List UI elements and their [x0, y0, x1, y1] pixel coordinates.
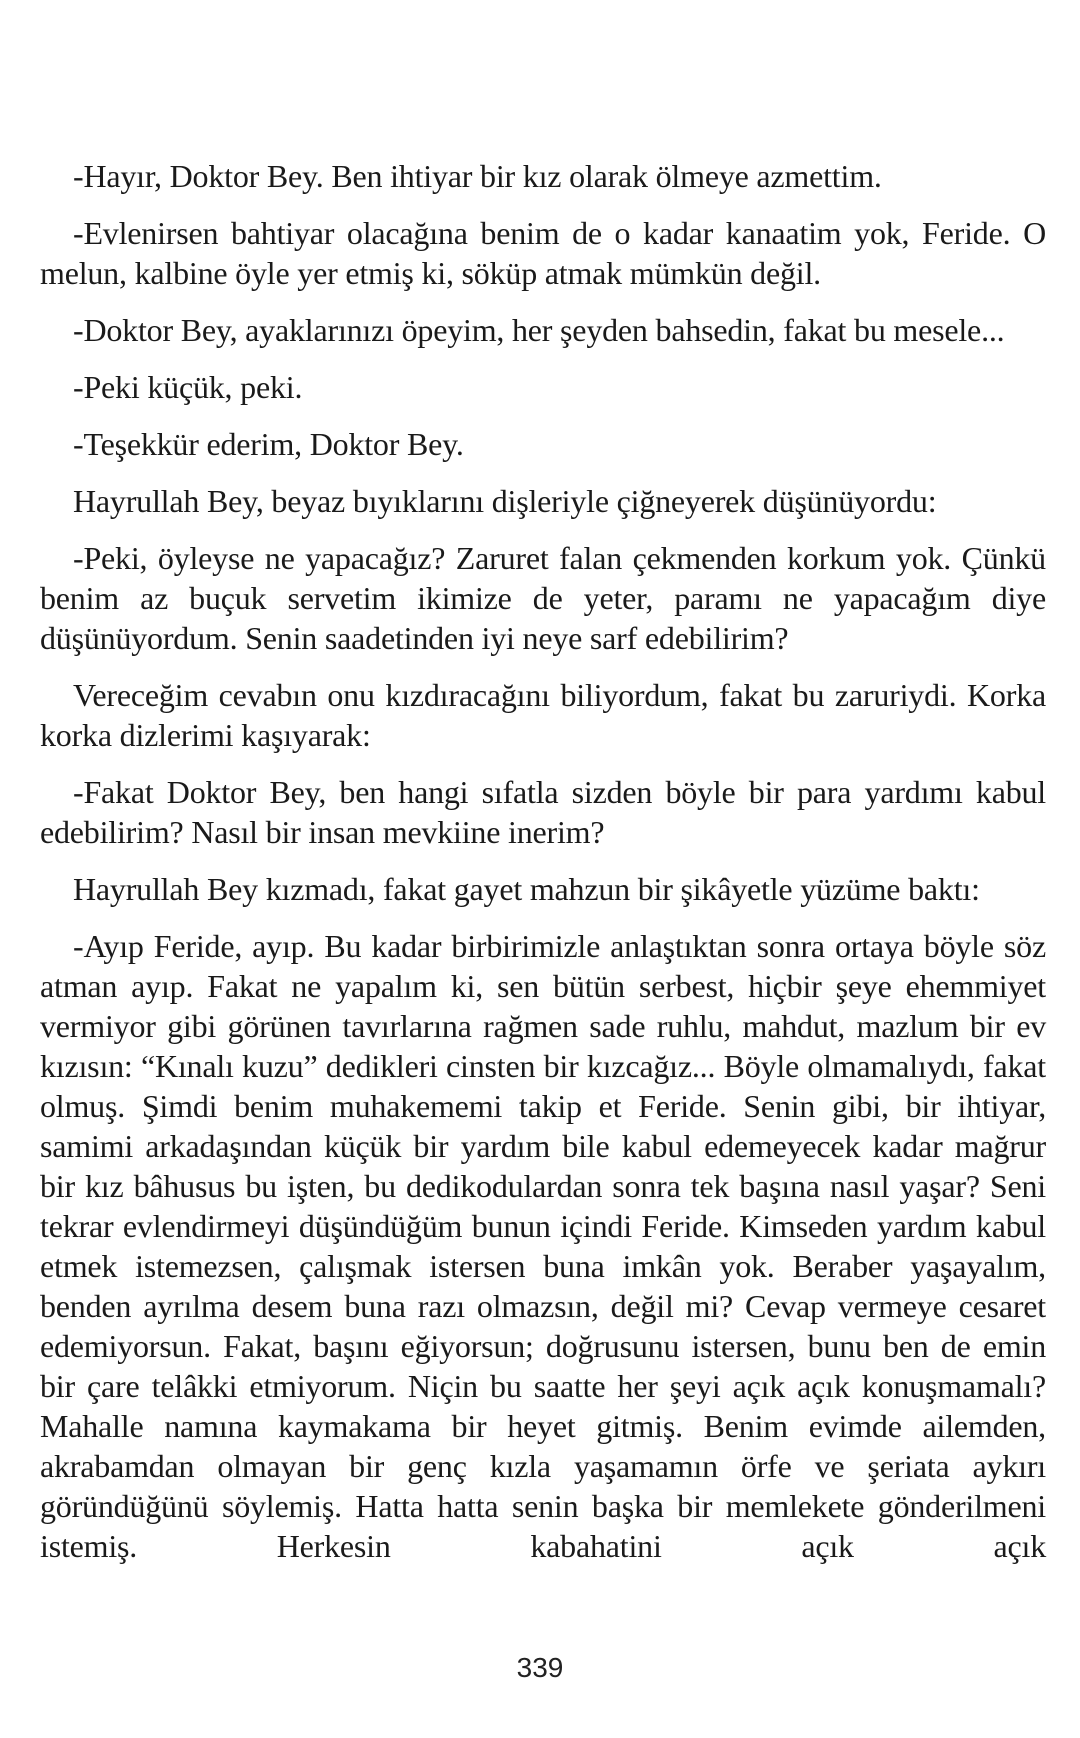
paragraph: -Peki küçük, peki. — [73, 369, 303, 405]
paragraph: -Doktor Bey, ayaklarınızı öpeyim, her şeyden bahsedin, fakat bu mesele... — [73, 312, 1005, 348]
paragraph: -Teşekkür ederim, Doktor Bey. — [73, 426, 464, 462]
paragraph: -Ayıp Feride, ayıp. Bu kadar birbirimizle anlaştıktan sonra ortaya böyle söz atman ayıp. Fakat ne yapalım ki, sen bütün serbest, hiçbir şeye ehemmiyet vermiyor gibi görünen tavırlarına rağmen sade ruhlu, mahdut, mazlum bir ev kızısın: “Kınalı kuzu” dedikleri cinsten bir kızcağız... Böyle olmamalıydı, fakat olmuş. Şimdi benim muhakememi takip et Feride. Senin gibi, bir ihtiyar, samimi arkadaşından küçük bir yardım bile kabul edemeyecek kadar mağrur bir kız bâhusus bu işten, bu dedikodulardan sonra tek başına nasıl yaşar? Seni tekrar evlendirmeyi düşündüğüm bunun içindi Feride. Kimseden yardım kabul etmek istemezsen, çalışmak istersen buna imkân yok. Beraber yaşayalım, benden ayrılma desem buna razı olmazsın, değil mi? Cevap vermeye cesaret edemiyorsun. Fakat, başını eğiyorsun; doğrusunu istersen, bunu ben de emin bir çare telâkki etmiyorum. Niçin bu saatte her şeyi açık açık konuşmamalı? Mahalle namına kaymakama bir heyet gitmiş. Benim evimde ailemden, akrabamdan olmayan bir genç kızla yaşamamın örfe ve şeriata aykırı göründüğünü söylemiş. Hatta hatta senin başka bir memlekete gönderilmeni istemiş. Herkesin kabahatini açık açık — [40, 928, 1046, 1564]
paragraph: Hayrullah Bey, beyaz bıyıklarını dişleriyle çiğneyerek düşünüyordu: — [73, 483, 937, 519]
paragraph: -Peki, öyleyse ne yapacağız? Zaruret falan çekmenden korkum yok. Çünkü benim az buçuk servetim ikimize de yeter, paramı ne yapacağım diye düşünüyordum. Senin saadetinden iyi neye sarf edebilirim? — [40, 540, 1046, 656]
page-number: 339 — [516, 1652, 564, 1683]
paragraph: -Evlenirsen bahtiyar olacağına benim de o kadar kanaatim yok, Feride. O melun, kalbine öyle yer etmiş ki, söküp atmak mümkün değil. — [40, 215, 1046, 291]
paragraph: Vereceğim cevabın onu kızdıracağını biliyordum, fakat bu zaruriydi. Korka korka dizlerimi kaşıyarak: — [40, 677, 1046, 753]
paragraph: -Hayır, Doktor Bey. Ben ihtiyar bir kız olarak ölmeye azmettim. — [73, 158, 882, 194]
paragraph: -Fakat Doktor Bey, ben hangi sıfatla sizden böyle bir para yardımı kabul edebilirim? Nasıl bir insan mevkiine inerim? — [40, 774, 1046, 850]
body-text — [40, 156, 1046, 1566]
paragraph: Hayrullah Bey kızmadı, fakat gayet mahzun bir şikâyetle yüzüme baktı: — [73, 871, 980, 907]
